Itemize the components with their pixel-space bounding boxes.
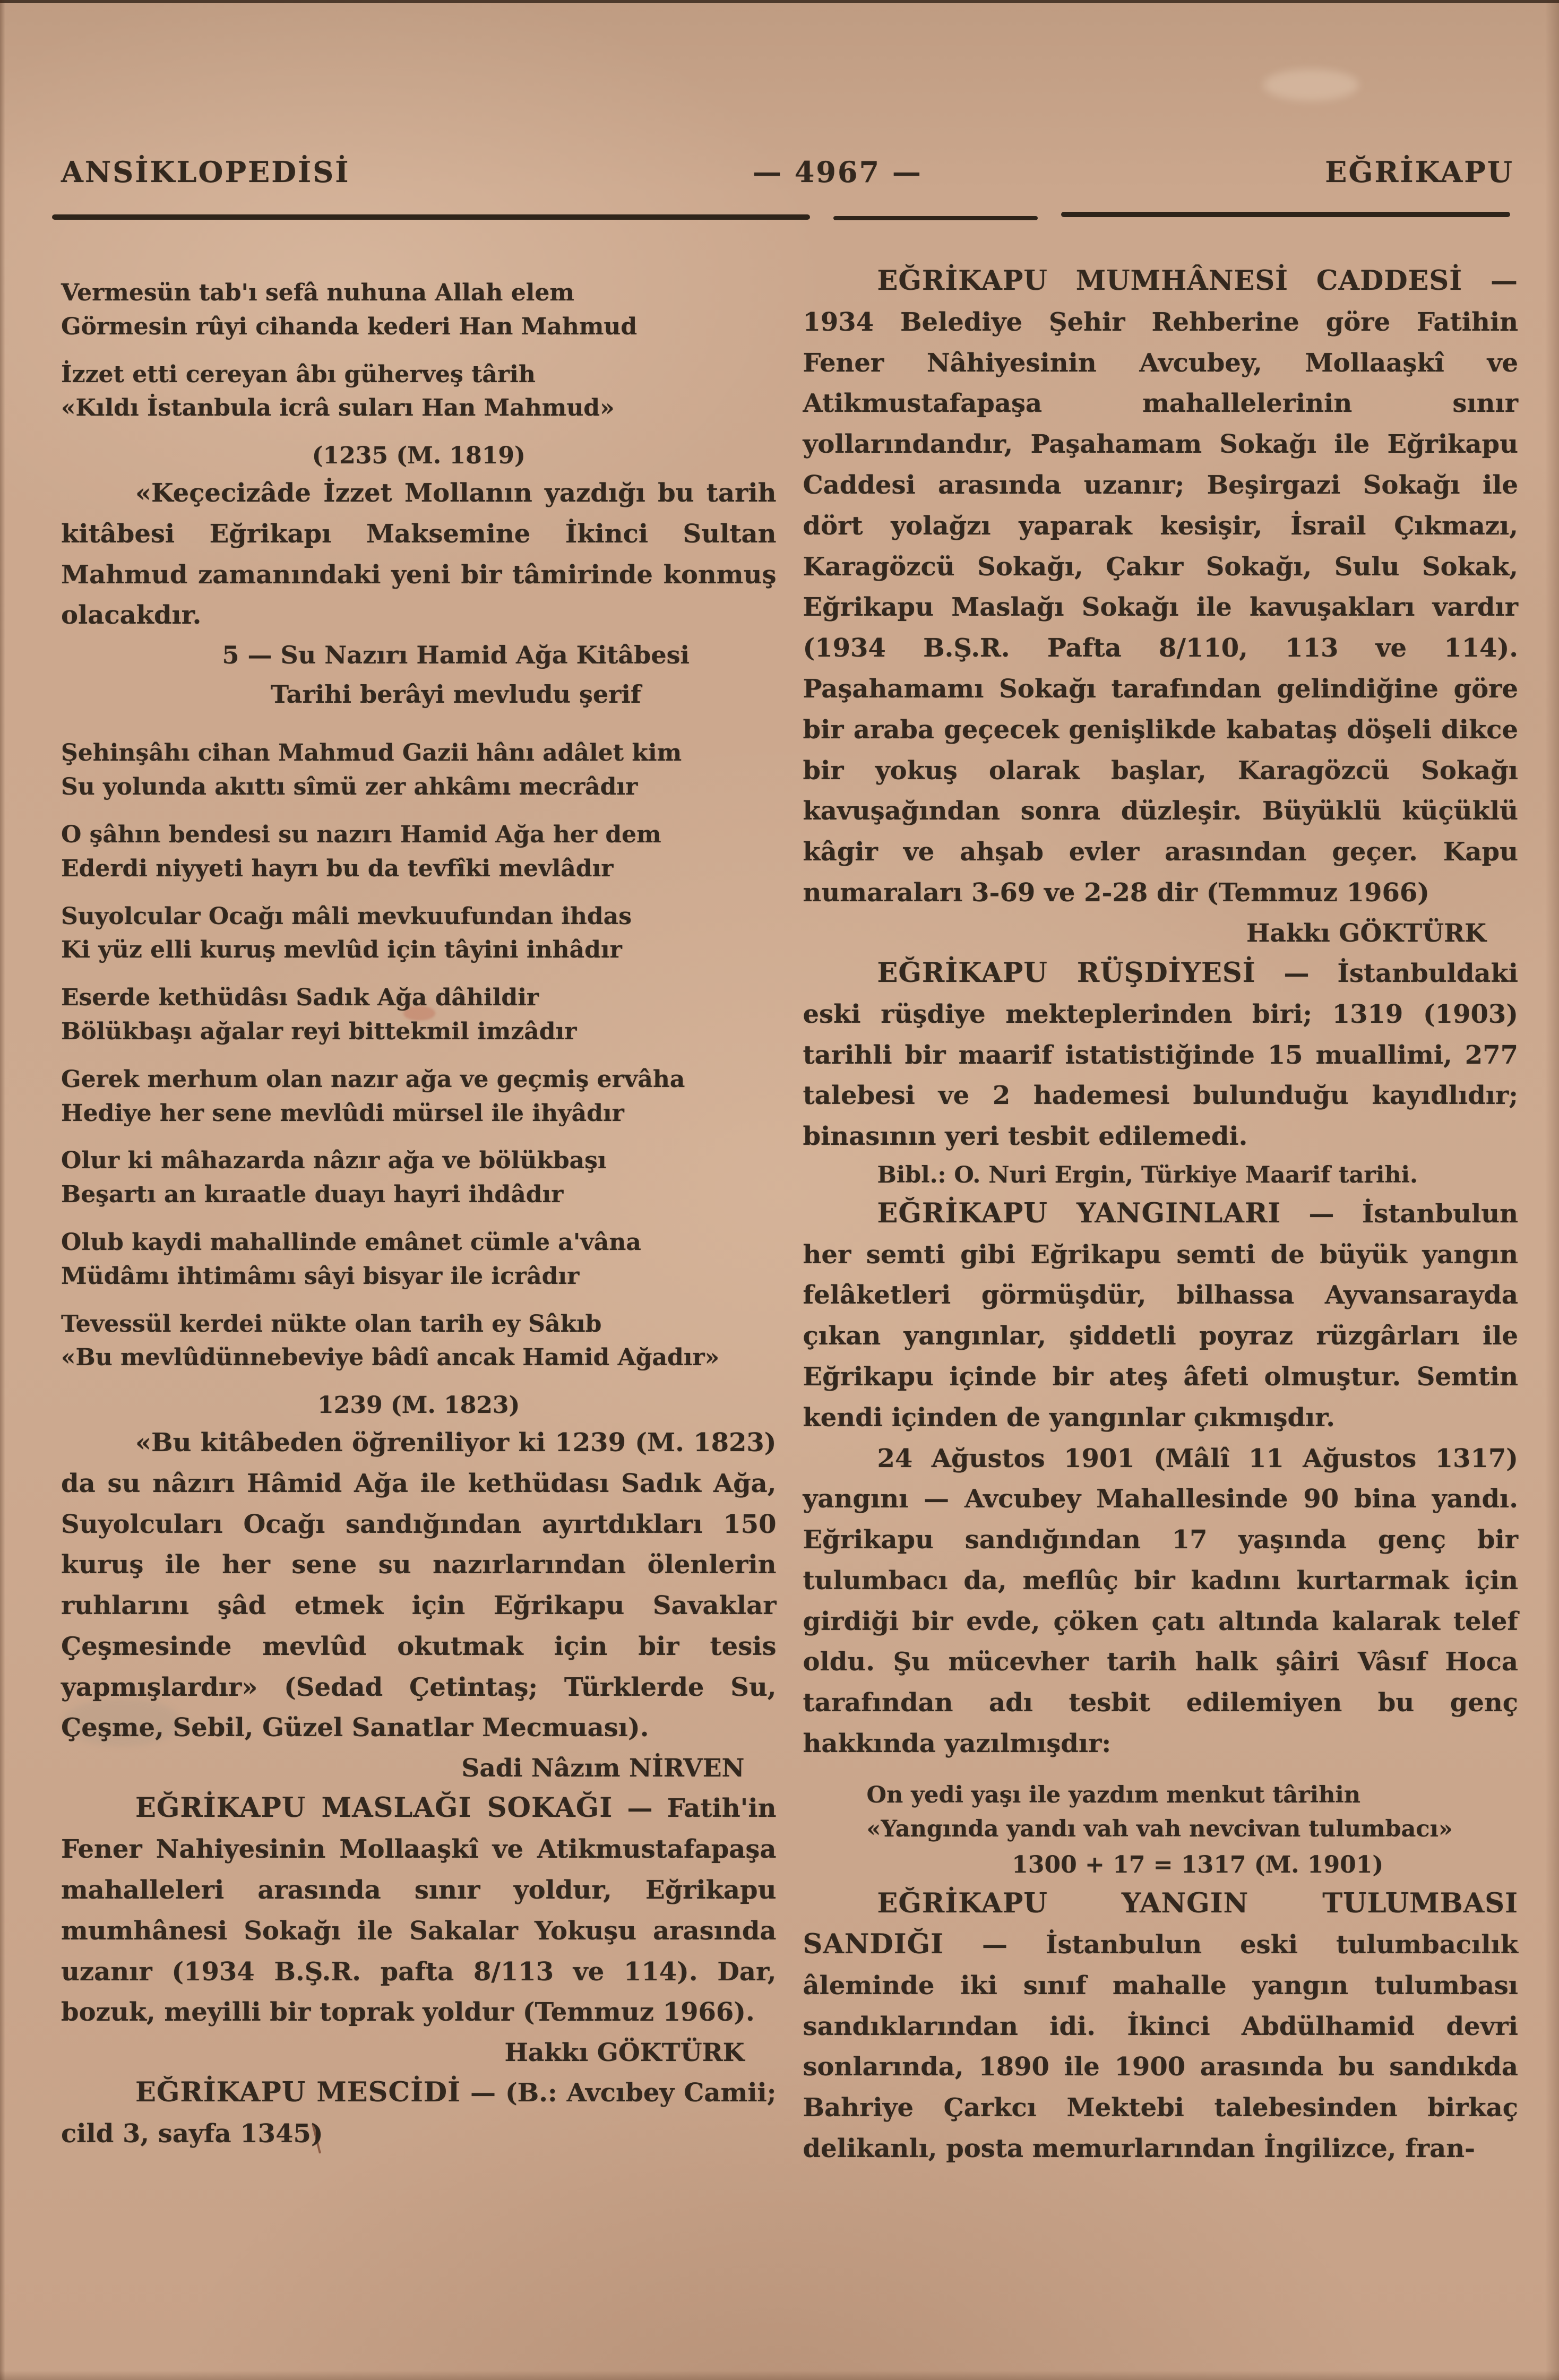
tulumbaci-tarih-poem — [803, 1778, 1519, 1847]
article-maslagi-sokagi — [61, 1788, 777, 2033]
poem-line: «Yangında yandı vah vah nevcivan tulumbacı» — [866, 1816, 1453, 1843]
running-head-entry-title: EĞRİKAPU — [1325, 155, 1514, 189]
paper-stain — [1263, 69, 1359, 101]
author-signature: Hakkı GÖKTÜRK — [1246, 918, 1486, 948]
header-rule — [52, 214, 1510, 220]
hamid-aga-kitabe-poem — [61, 736, 777, 1422]
poem-date: 1239 (M. 1823) — [317, 1392, 520, 1419]
bibliography-line: Bibl.: O. Nuri Ergin, Türkiye Maarif tarihi. — [877, 1161, 1418, 1188]
left-column — [61, 261, 777, 2375]
poem-line: «Bu mevlûdünnebeviye bâdî ancak Hamid Ağadır» — [61, 1344, 720, 1372]
fire-1901-paragraph: 24 Ağustos 1901 (Mâlî 11 Ağustos 1317) yangını — Avcubey Mahallesinde 90 bina yandı. Eğrikapu sandığından 17 yaşında genç bir tulumbacı da, meflûç bir kadını kurtarmak için girdiği bir evde, çöken çatı altında kalarak telef oldu. Şu mücevher tarih halk şâiri Vâsıf Hoca tarafından adı tesbit edilemiyen bu genç hakkında yazılmışdır: — [803, 1443, 1518, 1759]
poem-date-equation: 1300 + 17 = 1317 (M. 1901) — [1012, 1851, 1384, 1878]
poem-line: Bölükbaşı ağalar reyi bittekmil imzâdır — [61, 1017, 577, 1045]
article-body: 1934 Belediye Şehir Rehberine göre Fatihin Fener Nâhiyesinin Avcubey, Mollaaşkî ve Atikmustafapaşa mahallelerinin sınır yollarındandır, Paşahamam Sokağı ile Eğrikapu Caddesi arasında uzanır; Beşirgazi Sokağı ile dört yolağzı yaparak kesişir, İsrail Çıkmazı, Karagözcü Sokağı, Çakır Sokağı, Sulu Sokak, Eğrikapu Maslağı Sokağı ile kavuşakları vardır (1934 B.Ş.R. Pafta 8/110, 113 ve 114). Paşahamamı Sokağı tarafından gelindiğine göre bir araba geçecek genişlikde kabataş döşeli dikce bir yokuş olarak başlar, Karagözcü Sokağı kavuşağından sonra düzleşir. Büyüklü küçüklü kâgir ve ahşab evler arasından geçer. Kapu numaraları 3-69 ve 2-28 dir (Temmuz 1966) — [803, 307, 1518, 908]
running-head-page-number: — 4967 — — [752, 155, 923, 189]
poem-date: (1235 (M. 1819) — [312, 442, 526, 470]
poem-line: Eserde kethüdâsı Sadık Ağa dâhildir — [61, 984, 539, 1012]
poem-line: Müdâmı ihtimâmı sâyi bisyar ile icrâdır — [61, 1262, 580, 1290]
article-mescidi — [61, 2073, 777, 2154]
poem-line: Vermesün tab'ı sefâ nuhuna Allah elem — [61, 279, 574, 306]
running-head-book-title: ANSİKLOPEDİSİ — [61, 155, 350, 189]
header-rule-segment — [1061, 212, 1510, 217]
article-mumhanesi-caddesi — [803, 261, 1519, 913]
header-rule-segment — [52, 214, 810, 220]
kitabe-heading: 5 — Su Nazırı Hamid Ağa Kitâbesi — [222, 641, 690, 670]
article-body: — Fatih'in Fener Nahiyesinin Mollaaşkî ve Atikmustafapaşa mahalleleri arasında sınır yoldur, Eğrikapu mumhânesi Sokağı ile Sakalar Yokuşu arasında uzanır (1934 B.Ş.R. pafta 8/113 ve 114). Dar, bozuk, meyilli bir toprak yoldur (Temmuz 1966). — [61, 1793, 777, 2028]
article-title: EĞRİKAPU MESCİDİ — [135, 2076, 461, 2109]
article-title: EĞRİKAPU YANGINLARI — [877, 1197, 1281, 1229]
poem-line: Tevessül kerdei nükte olan tarih ey Sâkıb — [61, 1310, 602, 1338]
izzet-tarih-poem — [61, 276, 777, 473]
poem-line: Ki yüz elli kuruş mevlûd için tâyini inhâdır — [61, 936, 622, 964]
poem-line: On yedi yaşı ile yazdım menkut târihin — [866, 1781, 1360, 1808]
two-column-text — [61, 261, 1518, 2375]
author-signature: Hakkı GÖKTÜRK — [504, 2038, 745, 2068]
kitabe-commentary-paragraph: «Bu kitâbeden öğreniliyor ki 1239 (M. 1823) da su nâzırı Hâmid Ağa ile kethüdası Sadık Ağa, Suyolcuları Ocağı sandığından ayırtdıkları 150 kuruş ile her sene su nazırlarından ölenlerin ruhlarını şâd etmek için Eğrikapu Savaklar Çeşmesinde mevlûd okutmak için bir tesis yapmışlardır» (Sedad Çetintaş; Türklerde Su, Çeşme, Sebil, Güzel Sanatlar Mecmuası). — [61, 1427, 777, 1743]
scan-edge-left — [0, 0, 5, 2380]
poem-line: Olur ki mâhazarda nâzır ağa ve bölükbaşı — [61, 1147, 607, 1175]
poem-line: Ederdi niyyeti hayrı bu da tevfîki mevlâdır — [61, 855, 614, 882]
kitabe-subheading: Tarihi berâyi mevludu şerif — [270, 679, 641, 709]
poem-line: Su yolunda akıttı sîmü zer ahkâmı mecrâdır — [61, 773, 638, 801]
article-body: — (B.: Avcıbey Camii; cild 3, sayfa 1345) — [61, 2078, 777, 2149]
poem-line: İzzet etti cereyan âbı güherveş târih — [61, 360, 536, 388]
poem-line: Beşartı an kıraatle duayı hayri ihdâdır — [61, 1181, 564, 1209]
poem-line: Gerek merhum olan nazır ağa ve geçmiş ervâha — [61, 1065, 685, 1093]
article-body: — İstanbulun eski tulumbacılık âleminde iki sınıf mahalle yangın tulumbası sandıklarından idi. İkinci Abdülhamid devri sonlarında, 1890 ile 1900 arasında bu sandıkda Bahriye Çarkcı Mektebi talebesinden birkaç delikanlı, posta memurlarından İngilizce, fran- — [803, 1930, 1518, 2164]
right-column — [803, 261, 1519, 2375]
poem-line: O şâhın bendesi su nazırı Hamid Ağa her dem — [61, 821, 661, 848]
article-title: EĞRİKAPU YANGIN TULUMBASI SANDIĞI — [803, 1887, 1518, 1961]
poem-line: Suyolcular Ocağı mâli mevkuufundan ihdas — [61, 902, 632, 930]
article-rusdiyesi — [803, 953, 1519, 1157]
scan-edge-right — [1545, 0, 1559, 2380]
article-yanginlari — [803, 1194, 1519, 1438]
article-body: — İstanbuldaki eski rüşdiye mekteplerinden biri; 1319 (1903) tarihli bir maarif istatistiğinde 15 muallimi, 277 talebesi ve 2 hademesi bulunduğu kayıdlıdır; binasının yeri tesbit edilemedi. — [803, 958, 1518, 1152]
article-title: EĞRİKAPU MASLAĞI SOKAĞI — [135, 1792, 613, 1824]
article-title: EĞRİKAPU RÜŞDİYESİ — [877, 956, 1256, 989]
header-rule-segment — [833, 216, 1038, 220]
kececizade-paragraph: «Keçecizâde İzzet Mollanın yazdığı bu tarih kitâbesi Eğrikapı Maksemine İkinci Sultan Mahmud zamanındaki yeni bir tâmirinde konmuş olacakdır. — [61, 478, 777, 631]
running-head — [61, 155, 1514, 189]
poem-line: Görmesin rûyi cihanda kederi Han Mahmud — [61, 313, 638, 340]
article-body: — İstanbulun her semti gibi Eğrikapu semti de büyük yangın felâketleri görmüşdür, bilhassa Ayvansarayda çıkan yangınlar, şiddetli poyraz rüzgârları ile Eğrikapu içinde bir ateş âfeti olmuştur. Semtin kendi içinden de yangınlar çıkmışdır. — [803, 1198, 1519, 1433]
article-tulumbasi-sandigi — [803, 1884, 1519, 2169]
article-title: EĞRİKAPU MUMHÂNESİ CADDESİ — — [877, 265, 1518, 297]
poem-line: Şehinşâhı cihan Mahmud Gazii hânı adâlet kim — [61, 739, 682, 767]
scan-edge-top — [0, 0, 1559, 3]
author-signature: Sadi Nâzım NİRVEN — [461, 1754, 745, 1783]
poem-line: Olub kaydi mahallinde emânet cümle a'vâna — [61, 1228, 641, 1256]
poem-line: «Kıldı İstanbula icrâ suları Han Mahmud» — [61, 394, 615, 422]
poem-line: Hediye her sene mevlûdi mürsel ile ihyâdır — [61, 1099, 624, 1127]
